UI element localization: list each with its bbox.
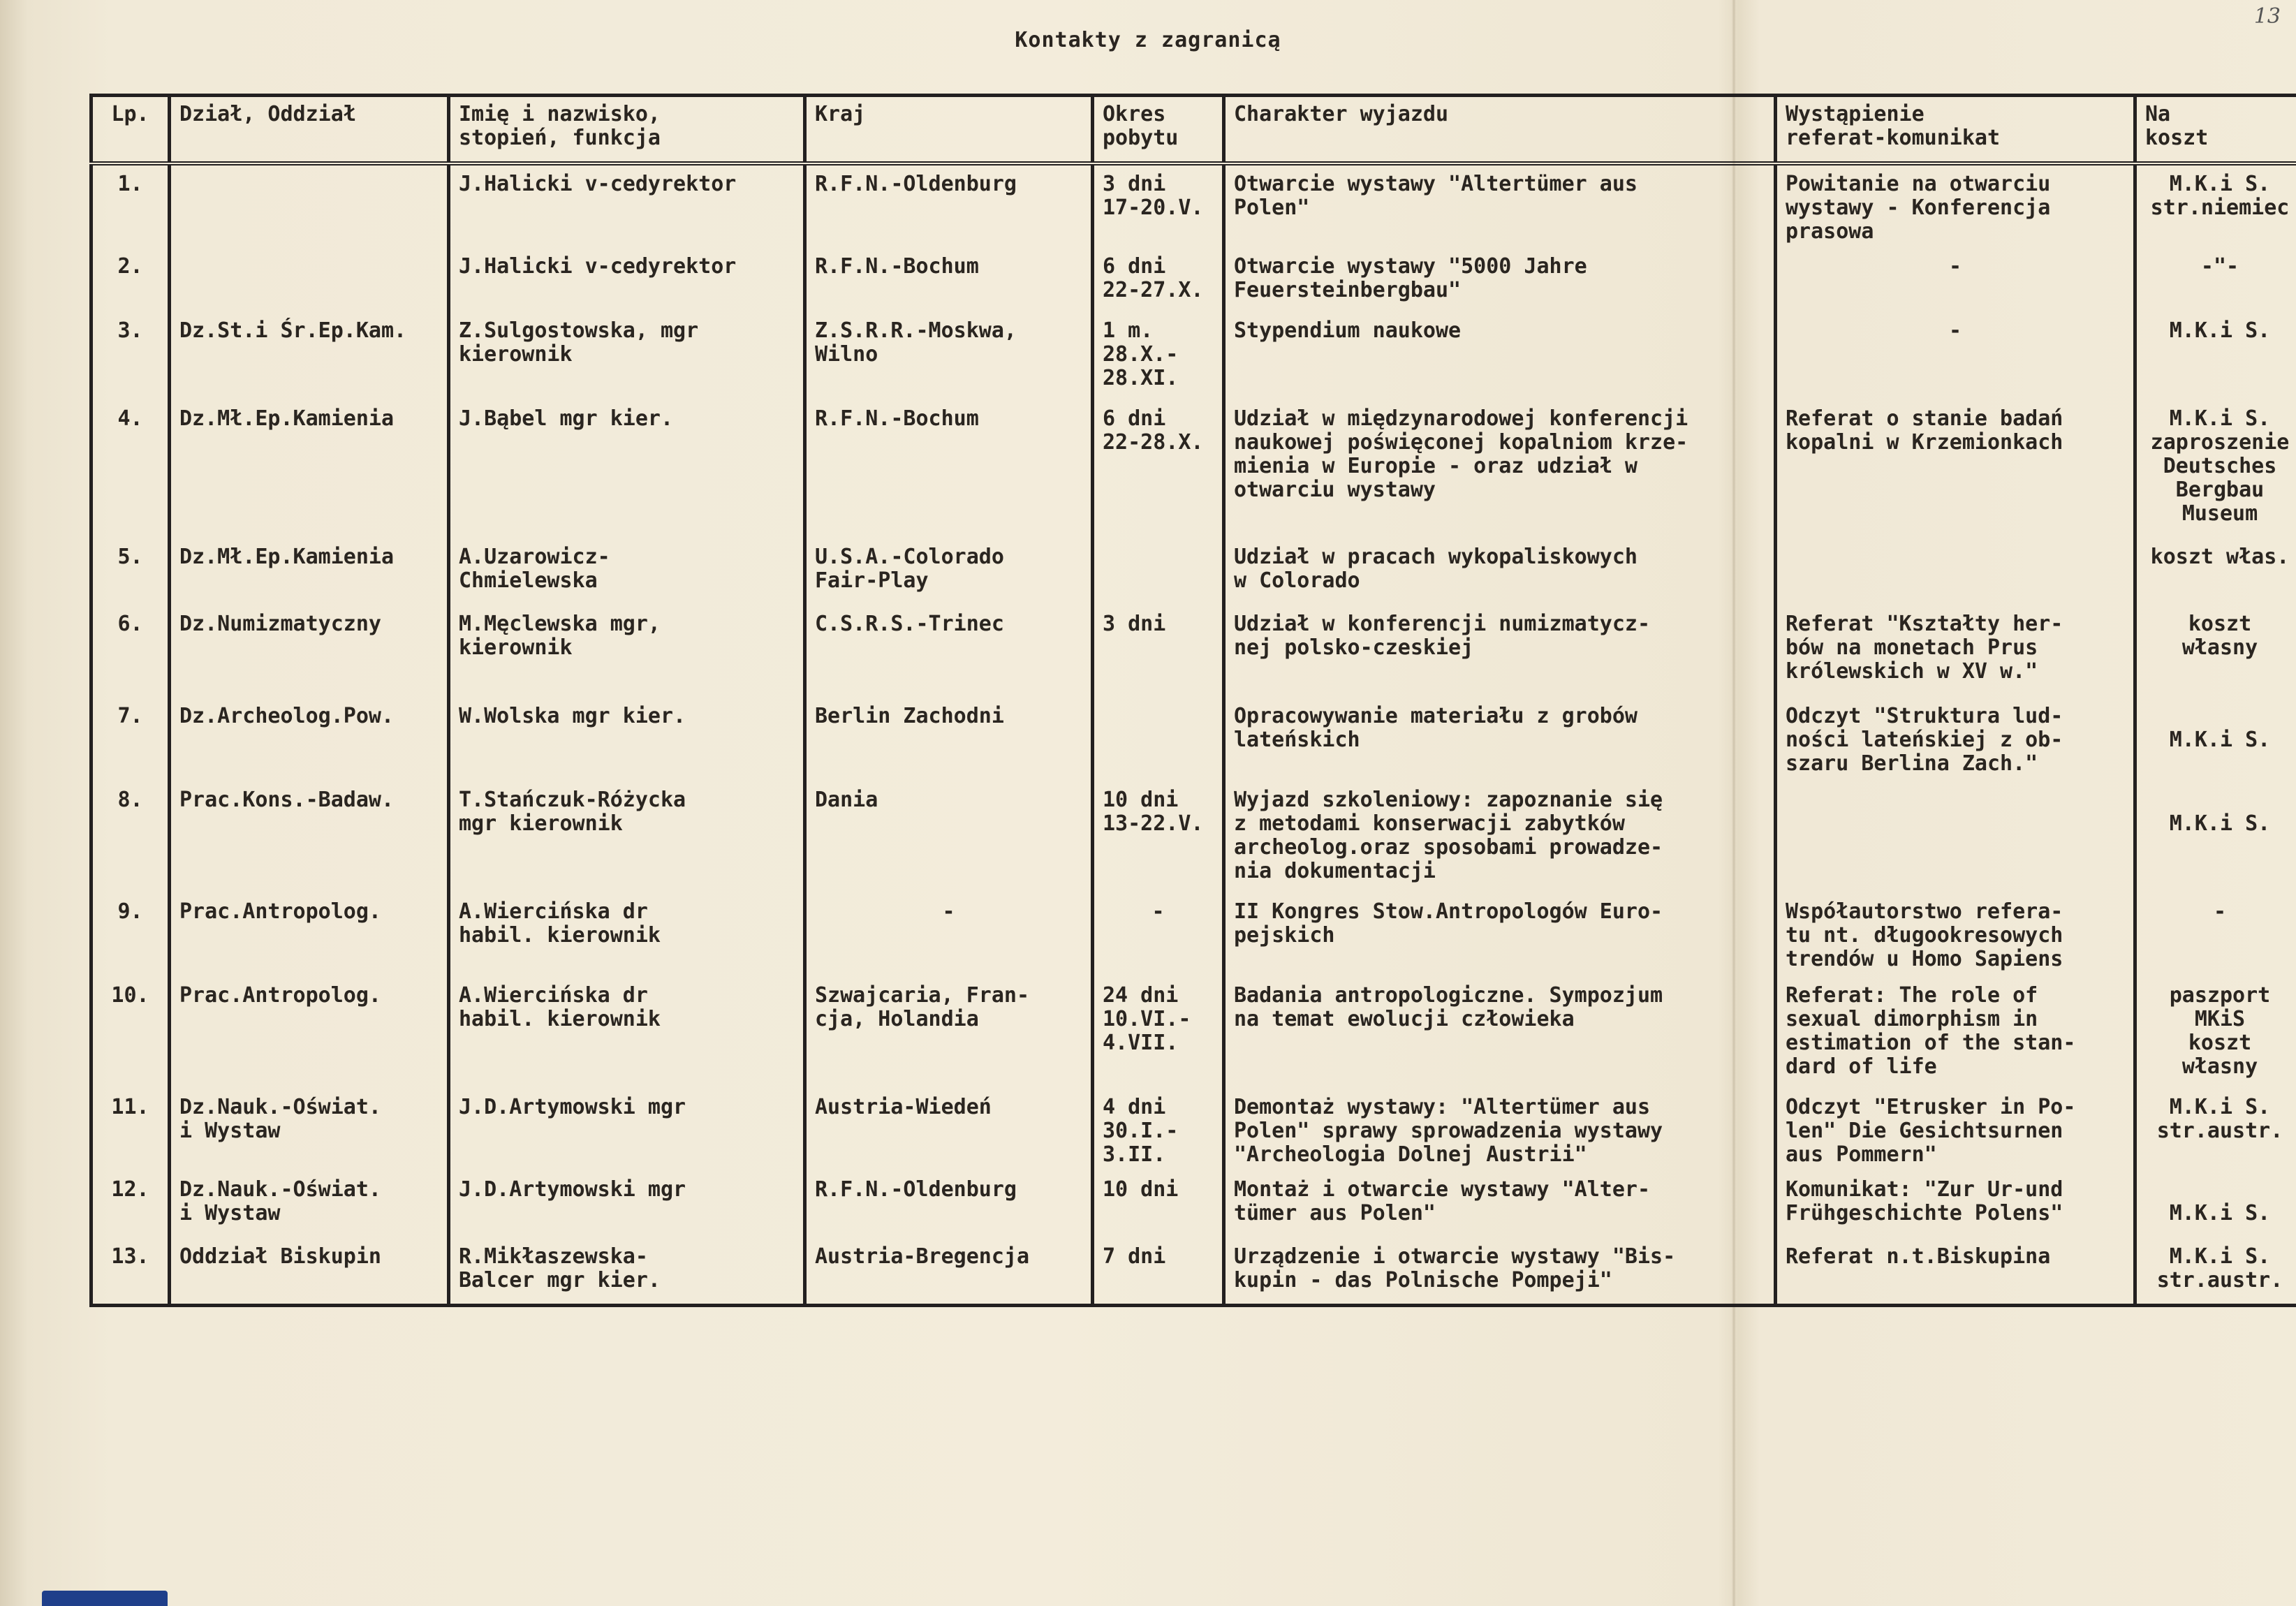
cell-okres: - <box>1093 893 1224 977</box>
cell-koszt: koszt włas. <box>2135 538 2296 605</box>
table-body <box>91 163 2296 1305</box>
header-charakter: Charakter wyjazdu <box>1224 96 1776 164</box>
cell-charakter: Otwarcie wystawy "Altertümer aus Polen" <box>1224 163 1776 248</box>
table-row <box>91 605 2296 698</box>
cell-koszt: M.K.i S. str.austr. <box>2135 1238 2296 1305</box>
document-title: Kontakty z zagranicą <box>1015 28 1281 52</box>
cell-koszt: M.K.i S. <box>2135 312 2296 400</box>
cell-lp: 4. <box>91 400 170 538</box>
cell-dzial: Dz.Nauk.-Oświat. i Wystaw <box>170 1089 449 1171</box>
cell-kraj: Z.S.R.R.-Moskwa, Wilno <box>805 312 1093 400</box>
cell-imie: R.Mikłaszewska- Balcer mgr kier. <box>449 1238 805 1305</box>
cell-kraj: Austria-Wiedeń <box>805 1089 1093 1171</box>
cell-dzial: Dz.Nauk.-Oświat. i Wystaw <box>170 1171 449 1238</box>
cell-charakter: Udział w międzynarodowej konferencji naukowej poświęconej kopalniom krze- mienia w Europie - oraz udział w otwarciu wystawy <box>1224 400 1776 538</box>
cell-lp: 11. <box>91 1089 170 1171</box>
cell-dzial: Prac.Kons.-Badaw. <box>170 781 449 893</box>
cell-imie: J.D.Artymowski mgr <box>449 1089 805 1171</box>
cell-okres: 4 dni 30.I.- 3.II. <box>1093 1089 1224 1171</box>
cell-charakter: Stypendium naukowe <box>1224 312 1776 400</box>
cell-koszt: koszt własny <box>2135 605 2296 698</box>
cell-wystapienie: Powitanie na otwarciu wystawy - Konferencja prasowa <box>1776 163 2135 248</box>
cell-imie: T.Stańczuk-Różycka mgr kierownik <box>449 781 805 893</box>
cell-dzial: Dz.Mł.Ep.Kamienia <box>170 538 449 605</box>
table-row <box>91 698 2296 781</box>
header-okres: Okres pobytu <box>1093 96 1224 164</box>
cell-lp: 6. <box>91 605 170 698</box>
cell-koszt: -"- <box>2135 248 2296 312</box>
cell-imie: A.Wiercińska dr habil. kierownik <box>449 977 805 1089</box>
cell-lp: 3. <box>91 312 170 400</box>
cell-kraj: - <box>805 893 1093 977</box>
table-row <box>91 538 2296 605</box>
header-koszt: Na koszt <box>2135 96 2296 164</box>
header-lp: Lp. <box>91 96 170 164</box>
cell-koszt: M.K.i S. str.austr. <box>2135 1089 2296 1171</box>
cell-dzial <box>170 248 449 312</box>
cell-koszt: M.K.i S. <box>2135 781 2296 893</box>
cell-charakter: Badania antropologiczne. Sympozjum na temat ewolucji człowieka <box>1224 977 1776 1089</box>
cell-wystapienie: Współautorstwo refera- tu nt. długookresowych trendów u Homo Sapiens <box>1776 893 2135 977</box>
cell-okres <box>1093 538 1224 605</box>
table-row <box>91 1089 2296 1171</box>
cell-imie: J.Halicki v-cedyrektor <box>449 248 805 312</box>
cell-dzial: Dz.Mł.Ep.Kamienia <box>170 400 449 538</box>
cell-lp: 12. <box>91 1171 170 1238</box>
cell-dzial: Prac.Antropolog. <box>170 893 449 977</box>
table-row <box>91 977 2296 1089</box>
cell-lp: 7. <box>91 698 170 781</box>
cell-imie: A.Wiercińska dr habil. kierownik <box>449 893 805 977</box>
cell-kraj: Austria-Bregencja <box>805 1238 1093 1305</box>
contacts-table <box>89 94 2296 1307</box>
cell-wystapienie <box>1776 781 2135 893</box>
cell-charakter: Opracowywanie materiału z grobów lateńskich <box>1224 698 1776 781</box>
cell-okres: 6 dni 22-27.X. <box>1093 248 1224 312</box>
cell-kraj: R.F.N.-Oldenburg <box>805 1171 1093 1238</box>
cell-kraj: Dania <box>805 781 1093 893</box>
cell-koszt: - <box>2135 893 2296 977</box>
cell-dzial <box>170 163 449 248</box>
cell-okres: 3 dni 17-20.V. <box>1093 163 1224 248</box>
cell-lp: 2. <box>91 248 170 312</box>
cell-kraj: C.S.R.S.-Trinec <box>805 605 1093 698</box>
table-row <box>91 781 2296 893</box>
cell-okres: 10 dni 13-22.V. <box>1093 781 1224 893</box>
cell-imie: J.Bąbel mgr kier. <box>449 400 805 538</box>
cell-wystapienie: Odczyt "Struktura lud- ności lateńskiej z ob- szaru Berlina Zach." <box>1776 698 2135 781</box>
table-row <box>91 312 2296 400</box>
cell-wystapienie: Referat "Kształty her- bów na monetach Prus królewskich w XV w." <box>1776 605 2135 698</box>
cell-okres: 24 dni 10.VI.- 4.VII. <box>1093 977 1224 1089</box>
cell-okres: 7 dni <box>1093 1238 1224 1305</box>
cell-okres: 3 dni <box>1093 605 1224 698</box>
table-row <box>91 1171 2296 1238</box>
cell-wystapienie <box>1776 538 2135 605</box>
header-imie: Imię i nazwisko, stopień, funkcja <box>449 96 805 164</box>
cell-lp: 9. <box>91 893 170 977</box>
cell-wystapienie: Referat: The role of sexual dimorphism in estimation of the stan- dard of life <box>1776 977 2135 1089</box>
header-dzial: Dział, Oddział <box>170 96 449 164</box>
cell-dzial: Prac.Antropolog. <box>170 977 449 1089</box>
cell-charakter: Demontaż wystawy: "Altertümer aus Polen" sprawy sprowadzenia wystawy "Archeologia Dolnej Austrii" <box>1224 1089 1776 1171</box>
cell-imie: A.Uzarowicz- Chmielewska <box>449 538 805 605</box>
cell-dzial: Dz.Numizmatyczny <box>170 605 449 698</box>
cell-kraj: Berlin Zachodni <box>805 698 1093 781</box>
cell-dzial: Dz.St.i Śr.Ep.Kam. <box>170 312 449 400</box>
cell-imie: M.Męclewska mgr, kierownik <box>449 605 805 698</box>
cell-wystapienie: Referat o stanie badań kopalni w Krzemionkach <box>1776 400 2135 538</box>
page-number: 13 <box>2253 4 2281 29</box>
cell-charakter: Otwarcie wystawy "5000 Jahre Feuersteinbergbau" <box>1224 248 1776 312</box>
cell-kraj: R.F.N.-Bochum <box>805 248 1093 312</box>
cell-kraj: U.S.A.-Colorado Fair-Play <box>805 538 1093 605</box>
cell-wystapienie: - <box>1776 312 2135 400</box>
cell-kraj: R.F.N.-Bochum <box>805 400 1093 538</box>
cell-charakter: Montaż i otwarcie wystawy "Alter- tümer aus Polen" <box>1224 1171 1776 1238</box>
cell-lp: 8. <box>91 781 170 893</box>
cell-imie: Z.Sulgostowska, mgr kierownik <box>449 312 805 400</box>
cell-imie: J.D.Artymowski mgr <box>449 1171 805 1238</box>
cell-koszt: M.K.i S. str.niemiec <box>2135 163 2296 248</box>
cell-imie: W.Wolska mgr kier. <box>449 698 805 781</box>
cell-wystapienie: Odczyt "Etrusker in Po- len" Die Gesichtsurnen aus Pommern" <box>1776 1089 2135 1171</box>
cell-dzial: Dz.Archeolog.Pow. <box>170 698 449 781</box>
cell-wystapienie: Referat n.t.Biskupina <box>1776 1238 2135 1305</box>
table-row <box>91 400 2296 538</box>
table-row <box>91 1238 2296 1305</box>
header-wystapienie: Wystąpienie referat-komunikat <box>1776 96 2135 164</box>
cell-imie: J.Halicki v-cedyrektor <box>449 163 805 248</box>
cell-dzial: Oddział Biskupin <box>170 1238 449 1305</box>
cell-lp: 13. <box>91 1238 170 1305</box>
table-header-row <box>91 96 2296 164</box>
cell-koszt: M.K.i S. <box>2135 1171 2296 1238</box>
cell-koszt: M.K.i S. zaproszenie Deutsches Bergbau Museum <box>2135 400 2296 538</box>
cell-koszt: paszport MKiS koszt własny <box>2135 977 2296 1089</box>
cell-charakter: Udział w pracach wykopaliskowych w Colorado <box>1224 538 1776 605</box>
cell-okres: 1 m. 28.X.- 28.XI. <box>1093 312 1224 400</box>
table-row <box>91 893 2296 977</box>
header-kraj: Kraj <box>805 96 1093 164</box>
cell-charakter: Wyjazd szkoleniowy: zapoznanie się z metodami konserwacji zabytków archeolog.oraz sposobami prowadze- nia dokumentacji <box>1224 781 1776 893</box>
cell-kraj: R.F.N.-Oldenburg <box>805 163 1093 248</box>
cell-wystapienie: Komunikat: "Zur Ur-und Frühgeschichte Polens" <box>1776 1171 2135 1238</box>
cell-lp: 10. <box>91 977 170 1089</box>
cell-okres: 10 dni <box>1093 1171 1224 1238</box>
cell-okres: 6 dni 22-28.X. <box>1093 400 1224 538</box>
cell-kraj: Szwajcaria, Fran- cja, Holandia <box>805 977 1093 1089</box>
binder-edge <box>42 1591 168 1606</box>
cell-koszt: M.K.i S. <box>2135 698 2296 781</box>
cell-charakter: II Kongres Stow.Antropologów Euro- pejskich <box>1224 893 1776 977</box>
cell-wystapienie: - <box>1776 248 2135 312</box>
cell-charakter: Urządzenie i otwarcie wystawy "Bis- kupin - das Polnische Pompeji" <box>1224 1238 1776 1305</box>
table-row <box>91 248 2296 312</box>
cell-lp: 5. <box>91 538 170 605</box>
table-row <box>91 163 2296 248</box>
cell-okres <box>1093 698 1224 781</box>
cell-lp: 1. <box>91 163 170 248</box>
cell-charakter: Udział w konferencji numizmatycz- nej polsko-czeskiej <box>1224 605 1776 698</box>
